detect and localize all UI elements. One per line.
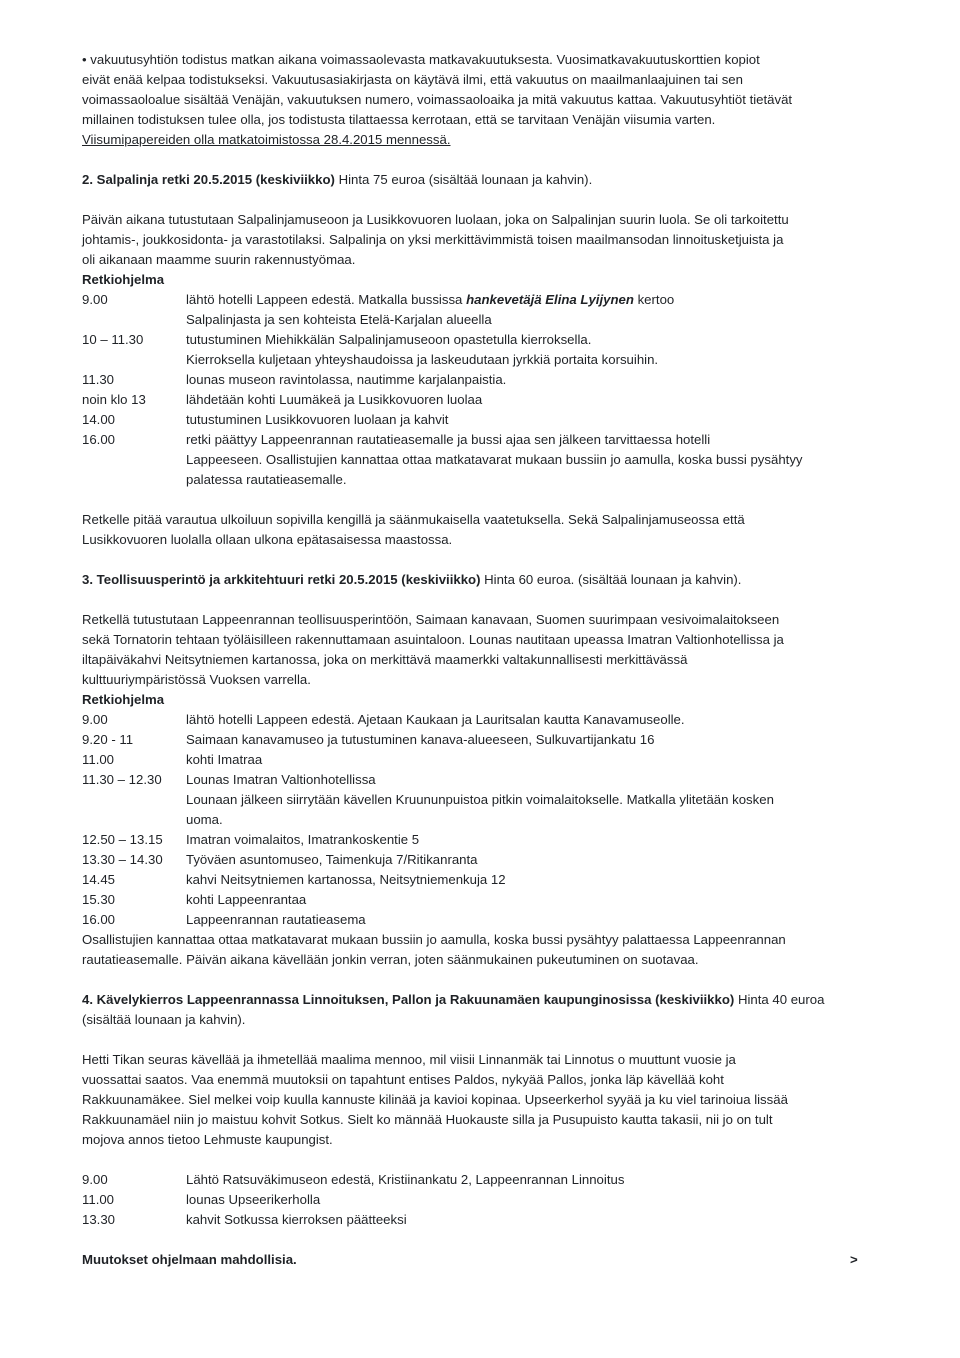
schedule-row: 14.45 kahvi Neitsytniemen kartanossa, Neitsytniemenkuja 12: [82, 872, 506, 887]
trip-4-section: [82, 990, 882, 1230]
trip-4-desc-5: mojova annos tietoo Lehmuste kaupungist.: [82, 1132, 333, 1147]
schedule-row: 11.00 kohti Imatraa: [82, 752, 263, 767]
trip-3-desc-4: kulttuuriympäristössä Vuoksen varrella.: [82, 672, 311, 687]
footer: [82, 1250, 882, 1270]
schedule-row: noin klo 13 lähdetään kohti Luumäkeä ja Lusikkovuoren luolaa: [82, 392, 483, 407]
schedule-row: 9.00 lähtö hotelli Lappeen edestä. Matkalla bussissa hankevetäjä Elina Lyijynen kertoo Salpalinjasta ja sen kohteista Etelä-Karjalan alueella: [82, 292, 675, 327]
schedule-row: 14.00 tutustuminen Lusikkovuoren luolaan ja kahvit: [82, 412, 449, 427]
trip-3-desc-3: iltapäiväkahvi Neitsytniemen kartanossa, joka on merkittävä maamerkki valtakunnallisesti merkittävässä: [82, 652, 688, 667]
trip-2-desc-2: johtamis-, joukkosidonta- ja varastotilaksi. Salpalinja on yksi merkittävimmistä toisen maailmansodan linnoitusketjuista ja: [82, 232, 784, 247]
schedule-row: 16.00 retki päättyy Lappeenrannan rautatieasemalle ja bussi ajaa sen jälkeen tarvittaessa hotelli Lappeeseen. Osallistujien kannattaa ottaa matkatavarat mukaan bussiin jo aamulla, koska bussi pysähtyy palatessa rautatieasemalle.: [82, 432, 803, 487]
schedule-row: 10 – 11.30 tutustuminen Miehikkälän Salpalinjamuseoon opastetulla kierroksella. Kierroksella kuljetaan yhteyshaudoissa ja laskeudutaan jyrkkiä portaita korsuihin.: [82, 332, 659, 367]
trip-2-heading: 2. Salpalinja retki 20.5.2015 (keskiviikko) Hinta 75 euroa (sisältää lounaan ja kahvin).: [82, 172, 593, 187]
schedule-row: 13.30 kahvit Sotkussa kierroksen päätteeksi: [82, 1212, 407, 1227]
trip-2-note-2: Lusikkovuoren luolalla ollaan ulkona epätasaisessa maastossa.: [82, 532, 453, 547]
trip-4-desc-4: Rakkuunamäel niin jo maistuu kohvit Sotkus. Sielt ko männää Huokauste silla ja Pusupuisto kautta takasii, nii jo on tult: [82, 1112, 773, 1127]
trip-3-heading: 3. Teollisuusperintö ja arkkitehtuuri retki 20.5.2015 (keskiviikko) Hinta 60 euroa. (sisältää lounaan ja kahvin).: [82, 572, 742, 587]
schedule-row: 15.30 kohti Lappeenrantaa: [82, 892, 307, 907]
trip-4-desc-3: Rakkuunamäkee. Siel melkei voip kuulla kannuste kilinää ja kavioi kopinaa. Upseerkerhol syyää ja ku viel tarinoiua lissää: [82, 1092, 788, 1107]
guide-name: hankevetäjä Elina Lyijynen: [466, 292, 634, 307]
trip-3-desc-2: sekä Tornatorin tehtaan työläisilleen rakennuttamaan asuintaloon. Lounas nautitaan upeassa Imatran Valtionhotellissa ja: [82, 632, 784, 647]
visa-deadline: Viisumipapereiden olla matkatoimistossa 28.4.2015 mennessä.: [82, 132, 451, 147]
trip-4-desc-1: Hetti Tikan seuras kävellää ja ihmetellää maalima mennoo, mil viisii Linnanmäk tai Linnotus o muuttunt vuosie ja: [82, 1052, 736, 1067]
trip-3-desc-1: Retkellä tutustutaan Lappeenrannan teollisuusperintöön, Saimaan kanavaan, Suomen suurimpaan vesivoimalaitokseen: [82, 612, 780, 627]
trip-4-schedule: [82, 1170, 882, 1230]
trip-2-program-label: Retkiohjelma: [82, 272, 165, 287]
next-page-arrow: >: [850, 1252, 858, 1267]
intro-line-3: voimassaoloalue sisältää Venäjän, vakuutuksen numero, voimassaoloaika ja mitä vakuutus kattaa. Vakuutusyhtiöt tietävät: [82, 92, 793, 107]
schedule-row: 13.30 – 14.30 Työväen asuntomuseo, Taimenkuja 7/Ritikanranta: [82, 852, 478, 867]
schedule-row: 9.00 Lähtö Ratsuväkimuseon edestä, Kristiinankatu 2, Lappeenrannan Linnoitus: [82, 1172, 625, 1187]
intro-line-1: • vakuutusyhtiön todistus matkan aikana voimassaolevasta matkavakuutuksesta. Vuosimatkavakuutuskorttien kopiot: [82, 52, 760, 67]
trip-4-heading-cont: (sisältää lounaan ja kahvin).: [82, 1012, 246, 1027]
insurance-section: [82, 50, 882, 150]
trip-2-note-1: Retkelle pitää varautua ulkoiluun sopivilla kengillä ja säänmukaisella vaatetuksella. Sekä Salpalinjamuseossa että: [82, 512, 745, 527]
trip-3-schedule: [82, 710, 882, 930]
trip-2-desc-1: Päivän aikana tutustutaan Salpalinjamuseoon ja Lusikkovuoren luolaan, joka on Salpalinjan suurin luola. Se oli tarkoitettu: [82, 212, 789, 227]
trip-2-desc-3: oli aikanaan maamme suurin rakennustyömaa.: [82, 252, 356, 267]
schedule-row: 12.50 – 13.15 Imatran voimalaitos, Imatrankoskentie 5: [82, 832, 420, 847]
intro-line-2: eivät enää kelpaa todistukseksi. Vakuutusasiakirjasta on käytävä ilmi, että vakuutus on maailmanlaajuinen tai sen: [82, 72, 743, 87]
trip-3-note-2: rautatieasemalle. Päivän aikana kävellään jonkin verran, joten säänmukainen pukeutuminen on suotavaa.: [82, 952, 699, 967]
bullet: •: [82, 52, 87, 67]
trip-4-desc-2: vuossattai saatos. Vaa enemmä muutoksii on tapahtunt entises Paldos, nykyää Pallos, jonka läp kävellää koht: [82, 1072, 724, 1087]
changes-note: Muutokset ohjelmaan mahdollisia.: [82, 1252, 297, 1267]
trip-3-program-label: Retkiohjelma: [82, 692, 165, 707]
schedule-row: 11.30 – 12.30 Lounas Imatran Valtionhotellissa Lounaan jälkeen siirrytään kävellen Kruununpuistoa pitkin voimalaitokselle. Matkalla ylitetään kosken uoma.: [82, 772, 774, 827]
trip-3-section: [82, 570, 882, 970]
document-page: [82, 50, 882, 1270]
intro-line-4: millainen todistuksen tulee olla, jos todistusta tilattaessa kerrotaan, että se tarvitaan Venäjän viisumia varten.: [82, 112, 716, 127]
schedule-row: 9.20 - 11 Saimaan kanavamuseo ja tutustuminen kanava-alueeseen, Sulkuvartijankatu 16: [82, 732, 655, 747]
trip-4-heading: 4. Kävelykierros Lappeenrannassa Linnoituksen, Pallon ja Rakuunamäen kaupunginosissa (keskiviikko) Hinta 40 euroa: [82, 992, 825, 1007]
trip-2-section: [82, 170, 882, 550]
schedule-row: 11.30 lounas museon ravintolassa, nautimme karjalanpaistia.: [82, 372, 507, 387]
schedule-row: 16.00 Lappeenrannan rautatieasema: [82, 912, 366, 927]
schedule-row: 9.00 lähtö hotelli Lappeen edestä. Ajetaan Kaukaan ja Lauritsalan kautta Kanavamuseolle.: [82, 712, 685, 727]
schedule-row: 11.00 lounas Upseerikerholla: [82, 1192, 321, 1207]
trip-3-note-1: Osallistujien kannattaa ottaa matkatavarat mukaan bussiin jo aamulla, koska bussi pysähtyy palattaessa Lappeenrannan: [82, 932, 786, 947]
trip-2-schedule: [82, 290, 882, 490]
